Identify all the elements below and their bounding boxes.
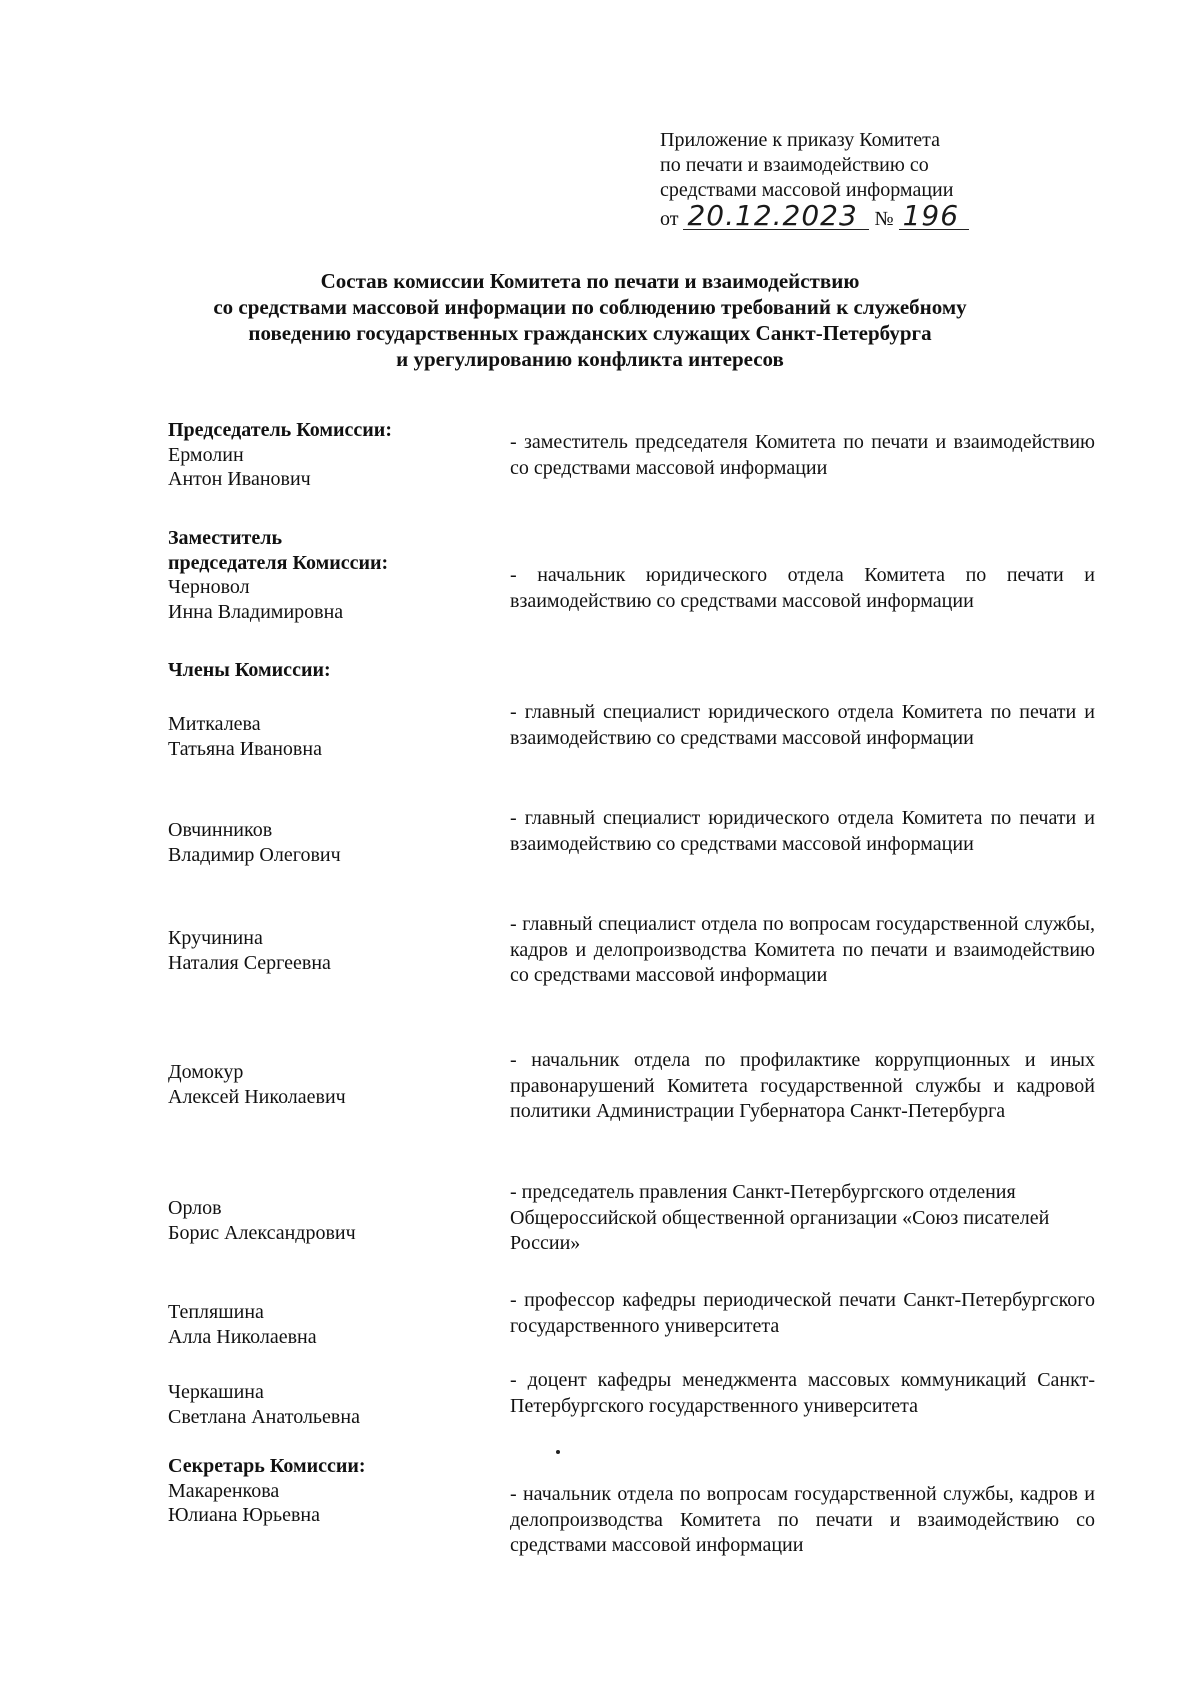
- member-name-block: [168, 1380, 498, 1429]
- member-position: - главный специалист отдела по вопросам государственной службы, кадров и делопроизводства Комитета по печати и взаимодействию со средствами массовой информации: [510, 913, 1095, 986]
- member-position: - профессор кафедры периодической печати Санкт-Петербургского государственного университета: [510, 1289, 1095, 1337]
- member-given-name: Светлана Анатольевна: [168, 1405, 360, 1428]
- document-title: [150, 268, 1030, 372]
- member-position: - председатель правления Санкт-Петербургского отделения Общероссийской общественной организации «Союз писателей России»: [510, 1181, 1050, 1254]
- member-surname: Овчинников: [168, 819, 273, 841]
- deputy-role-line-2: председателя Комиссии:: [168, 551, 389, 574]
- member-given-name: Татьяна Ивановна: [168, 737, 322, 760]
- member-surname: Кручинина: [168, 927, 263, 949]
- title-line-1: Состав комиссии Комитета по печати и взаимодействию: [320, 269, 860, 293]
- handwritten-number: 196: [899, 203, 969, 230]
- secretary-name-block: [168, 1454, 498, 1528]
- handwritten-date: 20.12.2023: [683, 203, 869, 230]
- secretary-position: - начальник отдела по вопросам государственной службы, кадров и делопроизводства Комитета по печати и взаимодействию со средствами массовой информации: [510, 1483, 1095, 1556]
- member-given-name: Алла Николаевна: [168, 1325, 317, 1348]
- member-given-name: Владимир Олегович: [168, 843, 341, 866]
- member-surname: Домокур: [168, 1061, 244, 1083]
- secretary-role: Секретарь Комиссии:: [168, 1455, 366, 1477]
- member-name-block: [168, 1060, 498, 1109]
- member-name-block: [168, 1300, 498, 1349]
- chair-role: Председатель Комиссии:: [168, 419, 392, 441]
- members-heading-block: [168, 658, 498, 683]
- member-surname: Орлов: [168, 1197, 222, 1219]
- scan-speck: [556, 1450, 560, 1454]
- secretary-given-name: Юлиана Юрьевна: [168, 1504, 321, 1526]
- chair-given-name: Антон Иванович: [168, 468, 311, 490]
- member-name-block: [168, 926, 498, 975]
- member-surname: Черкашина: [168, 1381, 264, 1403]
- deputy-role-line-1: Заместитель: [168, 527, 283, 549]
- number-prefix: №: [874, 208, 894, 230]
- member-given-name: Наталия Сергеевна: [168, 951, 331, 974]
- appendix-line-1: Приложение к приказу Комитета: [660, 129, 941, 151]
- title-line-4: и урегулированию конфликта интересов: [396, 347, 784, 371]
- member-given-name: Алексей Николаевич: [168, 1085, 346, 1108]
- chair-position: - заместитель председателя Комитета по печати и взаимодействию со средствами массовой информации: [510, 431, 1095, 479]
- deputy-given-name: Инна Владимировна: [168, 600, 344, 623]
- deputy-position: - начальник юридического отдела Комитета по печати и взаимодействию со средствами массовой информации: [510, 564, 1095, 612]
- member-position: - доцент кафедры менеджмента массовых коммуникаций Санкт-Петербургского государственного университета: [510, 1369, 1095, 1417]
- secretary-surname: Макаренкова: [168, 1479, 280, 1502]
- member-surname: Тепляшина: [168, 1301, 264, 1323]
- appendix-line-3: средствами массовой информации: [660, 179, 954, 201]
- chair-surname: Ермолин: [168, 443, 244, 466]
- member-name-block: [168, 712, 498, 761]
- member-surname: Миткалева: [168, 713, 261, 735]
- appendix-block: [660, 128, 969, 232]
- deputy-name-block: [168, 526, 498, 624]
- member-given-name: Борис Александрович: [168, 1221, 356, 1244]
- date-prefix: от: [660, 208, 679, 230]
- title-line-3: поведению государственных гражданских служащих Санкт-Петербурга: [248, 321, 932, 345]
- appendix-date-line: [660, 199, 969, 232]
- member-name-block: [168, 1196, 498, 1245]
- member-position: - начальник отдела по профилактике коррупционных и иных правонарушений Комитета государственной службы и кадровой политики Администрации Губернатора Санкт-Петербурга: [510, 1049, 1095, 1122]
- appendix-line-2: по печати и взаимодействию со: [660, 154, 929, 176]
- member-position: - главный специалист юридического отдела Комитета по печати и взаимодействию со средствами массовой информации: [510, 807, 1095, 855]
- chair-name-block: [168, 418, 498, 492]
- member-name-block: [168, 818, 498, 867]
- members-heading: Члены Комиссии:: [168, 659, 331, 681]
- deputy-surname: Черновол: [168, 576, 250, 598]
- member-position: - главный специалист юридического отдела Комитета по печати и взаимодействию со средствами массовой информации: [510, 701, 1095, 749]
- title-line-2: со средствами массовой информации по соблюдению требований к служебному: [213, 295, 967, 319]
